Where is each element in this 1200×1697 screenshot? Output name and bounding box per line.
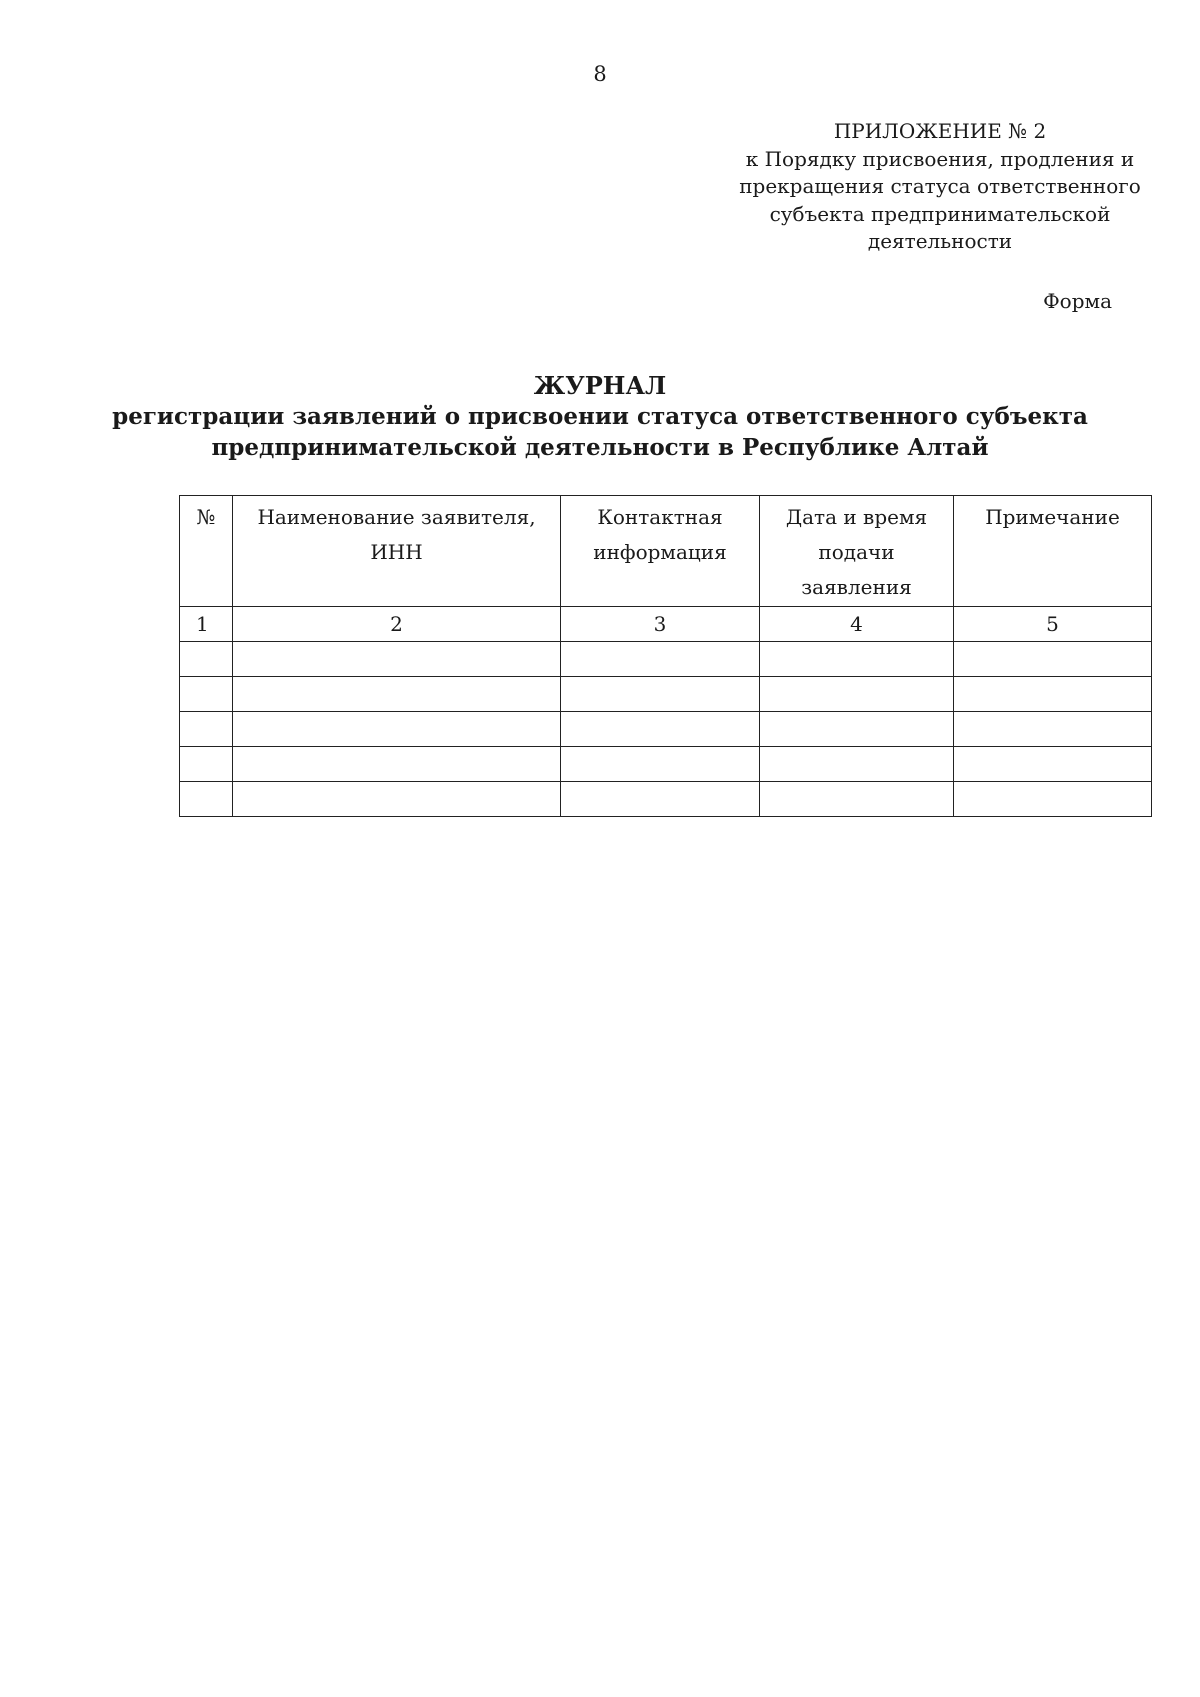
empty-cell xyxy=(760,642,954,677)
empty-cell xyxy=(954,782,1152,817)
header-contact-info: Контактная информация xyxy=(561,496,760,607)
table-header-row xyxy=(180,496,1152,607)
table-row xyxy=(180,782,1152,817)
empty-cell xyxy=(233,642,561,677)
empty-cell xyxy=(954,677,1152,712)
empty-cell xyxy=(561,747,760,782)
column-number-cell: 4 xyxy=(760,607,954,642)
table-row xyxy=(180,712,1152,747)
empty-cell xyxy=(561,712,760,747)
empty-cell xyxy=(954,712,1152,747)
column-number-row xyxy=(180,607,1152,642)
appendix-line: субъекта предпринимательской xyxy=(769,201,1111,226)
journal-title-line: регистрации заявлений о присвоении статуса ответственного субъекта xyxy=(112,403,1088,430)
table-row xyxy=(180,747,1152,782)
empty-cell xyxy=(233,677,561,712)
empty-cell xyxy=(180,712,233,747)
empty-cell xyxy=(561,677,760,712)
table-row xyxy=(180,677,1152,712)
table-row xyxy=(180,642,1152,677)
empty-cell xyxy=(233,782,561,817)
empty-cell xyxy=(233,712,561,747)
appendix-heading: ПРИЛОЖЕНИЕ № 2 xyxy=(833,119,1047,143)
empty-cell xyxy=(561,782,760,817)
empty-cell xyxy=(760,782,954,817)
empty-cell xyxy=(180,642,233,677)
header-submission-datetime: Дата и время подачи заявления xyxy=(760,496,954,607)
header-number: № xyxy=(180,496,233,607)
empty-cell xyxy=(180,677,233,712)
page-number: 8 xyxy=(593,62,607,86)
appendix-line: к Порядку присвоения, продления и xyxy=(745,146,1135,171)
empty-cell xyxy=(954,747,1152,782)
empty-cell xyxy=(760,747,954,782)
empty-cell xyxy=(180,782,233,817)
form-label: Форма xyxy=(1043,289,1112,313)
empty-cell xyxy=(954,642,1152,677)
empty-cell xyxy=(233,747,561,782)
empty-cell xyxy=(180,747,233,782)
header-note: Примечание xyxy=(954,496,1152,607)
column-number-cell: 5 xyxy=(954,607,1152,642)
appendix-line: прекращения статуса ответственного xyxy=(739,174,1141,198)
journal-table xyxy=(179,495,1152,817)
header-applicant-name: Наименование заявителя, ИНН xyxy=(233,496,561,607)
journal-title xyxy=(0,370,1200,463)
appendix-line: деятельности xyxy=(867,229,1013,253)
empty-cell xyxy=(760,677,954,712)
appendix-block xyxy=(730,118,1150,256)
empty-cell xyxy=(760,712,954,747)
column-number-cell: 2 xyxy=(233,607,561,642)
journal-title-line: предпринимательской деятельности в Республике Алтай xyxy=(211,434,989,461)
column-number-cell: 3 xyxy=(561,607,760,642)
column-number-cell: 1 xyxy=(180,607,233,642)
journal-title-main: ЖУРНАЛ xyxy=(533,371,667,400)
empty-cell xyxy=(561,642,760,677)
